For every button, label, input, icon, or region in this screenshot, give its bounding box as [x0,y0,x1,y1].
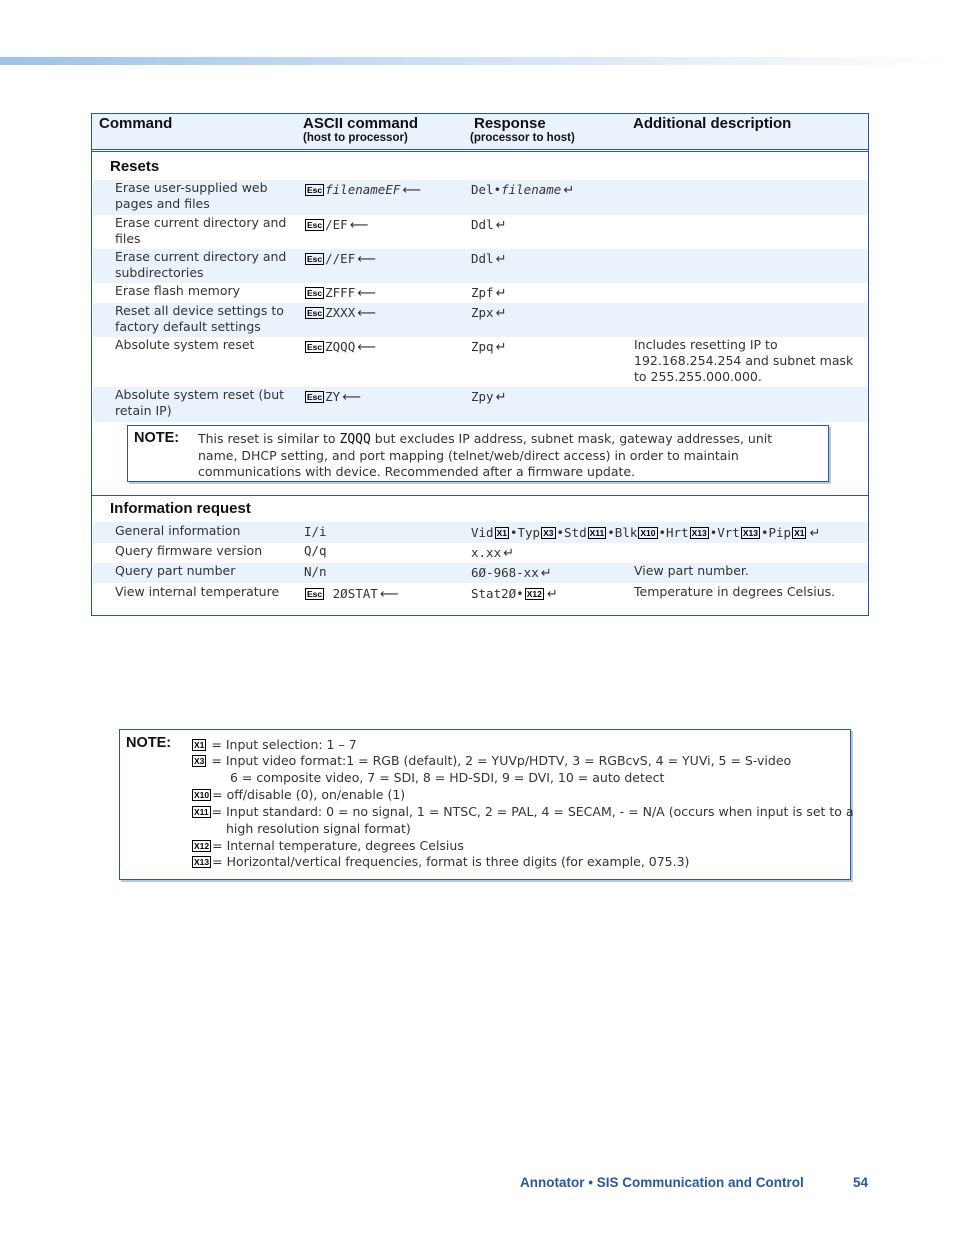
description-cell: View part number. [634,563,749,578]
reset-note-box [127,425,829,482]
section-title-resets: Resets [110,158,160,175]
reset-note-code: ZQQQ [339,432,371,447]
x1-variable-icon: X1 [194,740,205,750]
response-cell [471,389,506,406]
legend-x12 [191,838,464,854]
response-text: Zpy [471,389,494,404]
legend-x10 [191,787,405,803]
esc-key-icon: Esc [307,342,323,352]
x13-variable-icon: X13 [194,857,210,867]
command-cell: View internal temperature [115,584,280,599]
response-part-blk: •Blk [607,525,638,540]
response-part-vid: Vid [471,525,494,540]
table-row [93,563,868,583]
ascii-cell [304,182,421,199]
response-text: Ddl [471,251,494,266]
ascii-text: ZXXX [325,305,356,320]
response-part-typ: •Typ [509,525,541,540]
variable-legend-note [119,729,854,880]
table-row [93,283,868,303]
return-icon: ↵ [503,546,515,561]
return-icon: ↵ [546,587,558,602]
response-text: Zpx [471,305,494,320]
command-cell: Query part number [115,563,236,578]
table-row [93,337,868,387]
ascii-cell: I/i [304,524,327,539]
ascii-cell [304,251,376,268]
x10-variable-icon: X10 [194,790,210,800]
legend-x1 [191,737,357,753]
legend-x11 [191,804,854,820]
table-header [92,114,868,150]
response-cell [471,305,506,322]
x13-variable-icon: X13 [691,528,707,538]
return-icon: ↵ [540,566,552,581]
legend-x12-text: = Internal temperature, degrees Celsius [212,838,464,853]
response-text: x.xx [471,545,502,560]
ascii-cell [304,305,376,322]
header-response: Response [474,115,546,132]
return-icon: ↵ [495,286,507,301]
filename-placeholder: filename [501,182,562,197]
x1-variable-icon: X1 [794,528,805,538]
x3-variable-icon: X3 [543,528,554,538]
section-title-info: Information request [110,500,251,517]
ascii-cell: Q/q [304,543,327,558]
x10-variable-icon: X10 [640,528,656,538]
esc-key-icon: Esc [307,185,323,195]
left-arrow-icon: ⟵ [357,306,376,321]
command-cell: Query firmware version [115,543,263,558]
return-icon: ↵ [563,183,575,198]
response-part-vrt: •Vrt [709,525,740,540]
legend-x13 [191,854,689,870]
ascii-text: //EF [325,251,356,266]
header-command: Command [99,115,173,132]
ascii-cell [304,586,398,603]
return-icon: ↵ [495,218,507,233]
legend-x11-text: = Input standard: 0 = no signal, 1 = NTSC, 2 = PAL, 4 = SECAM, - = N/A (occurs when input is set to a [211,804,854,819]
reset-note-text-after: but excludes IP address, subnet mask, gateway addresses, unit name, DHCP setting, and port mapping (telnet/web/direct access) in order to maintain communications with device. Recommended after a firmware update. [198,431,773,479]
ascii-text: ZFFF [325,285,356,300]
command-cell: Erase current directory and files [115,215,287,246]
ascii-text: /EF [325,217,348,232]
command-cell: Erase current directory and subdirectories [115,249,287,280]
return-icon: ↵ [495,306,507,321]
x12-variable-icon: X12 [526,589,542,599]
table-row [93,180,868,215]
sis-command-table [91,113,869,616]
esc-key-icon: Esc [307,220,323,230]
ascii-cell [304,389,361,406]
left-arrow-icon: ⟵ [357,252,376,267]
response-cell [471,339,506,356]
response-part-std: •Std [556,525,587,540]
header-description: Additional description [633,115,792,132]
command-cell: Reset all device settings to factory default settings [115,303,284,334]
response-cell [471,586,558,603]
response-part-hrt: •Hrt [658,525,689,540]
legend-x3 [191,753,791,769]
description-cell: Includes resetting IP to 192.168.254.254 and subnet mask to 255.255.000.000. [634,337,854,384]
response-cell [471,565,552,582]
page-number: 54 [853,1175,869,1190]
general-info-response-cell [471,525,820,542]
response-cell [471,285,506,302]
left-arrow-icon: ⟵ [357,286,376,301]
legend-x1-text: = Input selection: 1 – 7 [211,737,357,752]
table-row [93,249,868,283]
response-cell [471,545,514,562]
ascii-cell [304,339,376,356]
legend-x10-text: = off/disable (0), on/enable (1) [212,787,406,802]
return-icon: ↵ [809,526,821,541]
legend-x3-text: = Input video format:1 = RGB (default), 2 = YUVp/HDTV, 3 = RGBcvS, 4 = YUVi, 5 = S-video [211,753,792,768]
command-cell: Erase flash memory [115,283,241,298]
footer-title: Annotator • SIS Communication and Control [520,1175,804,1190]
x11-variable-icon: X11 [589,528,605,538]
command-cell: Absolute system reset [115,337,255,352]
return-icon: ↵ [495,252,507,267]
x1-variable-icon: X1 [496,528,507,538]
esc-key-icon: Esc [307,308,323,318]
x13-variable-icon: X13 [742,528,758,538]
reset-note-text-before: This reset is similar to [198,431,340,446]
legend-x3-continued: 6 = composite video, 7 = SDI, 8 = HD-SDI, 9 = DVI, 10 = auto detect [230,770,665,785]
header-ascii-sub: (host to processor) [303,132,408,144]
ascii-cell [304,217,368,234]
esc-key-icon: Esc [307,254,323,264]
x11-variable-icon: X11 [194,807,209,817]
x3-variable-icon: X3 [194,756,205,766]
esc-key-icon: Esc [307,589,323,599]
response-text: 6Ø-968-xx [471,565,539,580]
command-cell: Erase user-supplied web pages and files [115,180,268,211]
table-row [93,387,868,422]
left-arrow-icon: ⟵ [357,340,376,355]
response-cell [471,217,506,234]
ascii-text: 2ØSTAT [325,586,378,601]
table-row [93,543,868,563]
response-text: Ddl [471,217,494,232]
command-cell: General information [115,523,241,538]
left-arrow-icon: ⟵ [402,183,422,198]
ascii-text: ZY [325,389,341,404]
legend-note-label: NOTE: [126,735,172,751]
response-text: Del•filename [471,182,562,197]
table-row [93,215,868,249]
return-icon: ↵ [495,390,507,405]
reset-note-label: NOTE: [134,430,180,446]
ascii-cell: N/n [304,564,327,579]
response-part-pip: •Pip [760,525,792,540]
response-text: Stat2Ø• [471,586,524,601]
section-separator [92,495,868,496]
header-ascii: ASCII command [303,115,419,132]
response-cell [471,182,574,199]
response-text: Zpq [471,339,494,354]
left-arrow-icon: ⟵ [342,390,361,405]
return-icon: ↵ [495,340,507,355]
left-arrow-icon: ⟵ [349,218,369,233]
reset-note-text [198,431,813,480]
response-text: Zpf [471,285,494,300]
left-arrow-icon: ⟵ [379,587,399,602]
header-gradient-bar [0,57,954,65]
x12-variable-icon: X12 [194,841,210,851]
ascii-text: ZQQQ [325,339,356,354]
legend-x13-text: = Horizontal/vertical frequencies, format is three digits (for example, 075.3) [212,854,690,869]
ascii-cell [304,285,376,302]
legend-x11-continued: high resolution signal format) [226,821,411,836]
table-row [93,583,868,607]
table-row [93,303,868,337]
header-response-sub: (processor to host) [470,132,575,144]
ascii-text: filenameEF [325,182,401,197]
esc-key-icon: Esc [307,288,323,298]
command-cell: Absolute system reset (but retain IP) [115,387,285,418]
table-row [93,522,868,543]
header-double-rule [92,151,868,152]
esc-key-icon: Esc [307,392,323,402]
response-cell [471,251,506,268]
description-cell: Temperature in degrees Celsius. [634,584,836,599]
